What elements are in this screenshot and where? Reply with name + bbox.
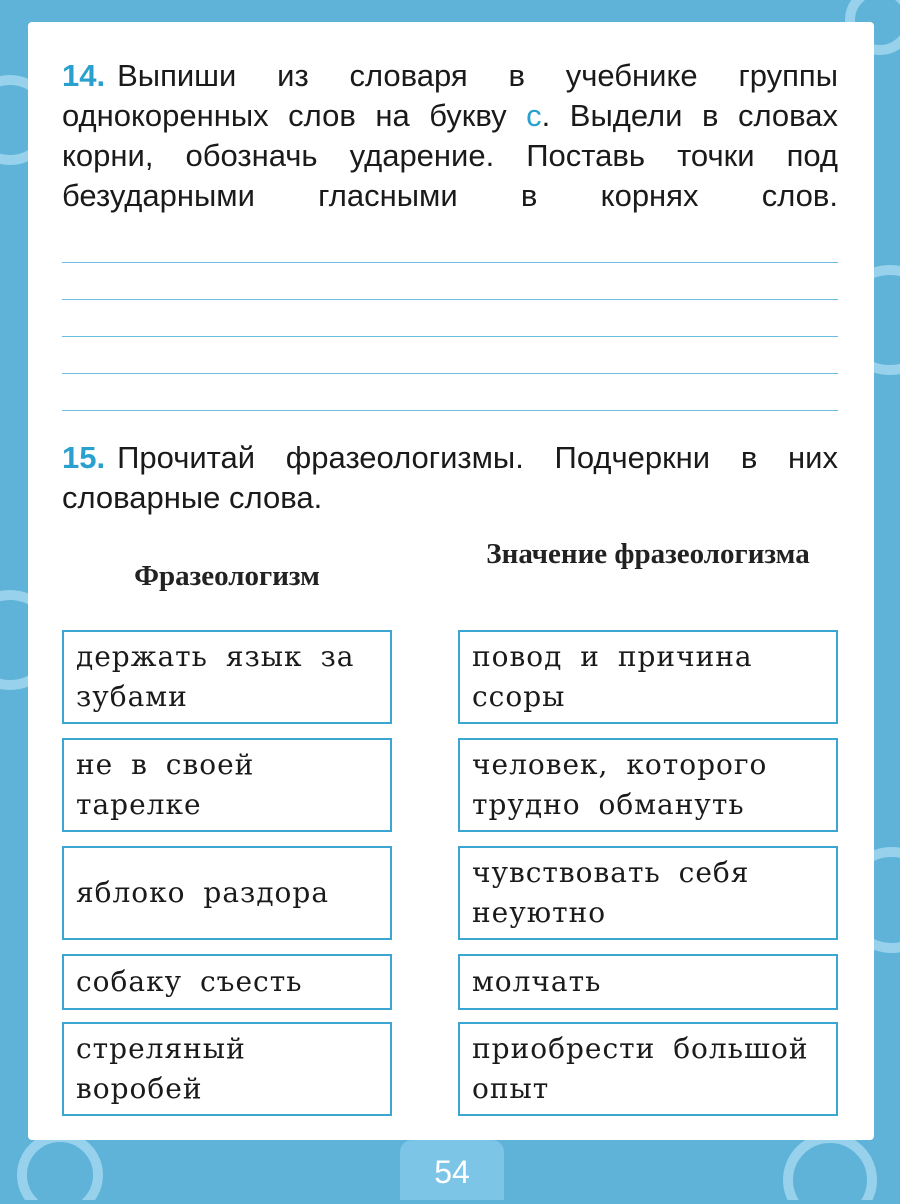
phrase-card: не в своей тарелке: [62, 738, 392, 832]
phrase-card: собаку съесть: [62, 954, 392, 1010]
phrase-card: стреляный воробей: [62, 1022, 392, 1116]
task-14: [62, 56, 838, 216]
phrase-card: яблоко раздора: [62, 846, 392, 940]
meaning-card: чувствовать себя неуютно: [458, 846, 838, 940]
writing-line: [62, 262, 838, 263]
writing-lines: [62, 262, 838, 411]
page-number: 54: [400, 1140, 504, 1200]
task-15-number: 15.: [62, 440, 106, 475]
task-14-text-a: Выпиши из словаря в учебнике группы однокоренных слов на букву: [62, 58, 838, 133]
meaning-card: молчать: [458, 954, 838, 1010]
meaning-card: человек, которого трудно обмануть: [458, 738, 838, 832]
task-14-number: 14.: [62, 58, 106, 93]
meaning-card: повод и причина ссоры: [458, 630, 838, 724]
task-14-letter: с: [526, 98, 542, 133]
task-15: [62, 438, 838, 518]
writing-line: [62, 410, 838, 411]
task-15-text: Прочитай фразеологизмы. Подчеркни в них словарные слова.: [62, 440, 838, 515]
phrase-card: держать язык за зубами: [62, 630, 392, 724]
meaning-card: приобрести большой опыт: [458, 1022, 838, 1116]
writing-line: [62, 299, 838, 300]
writing-line: [62, 336, 838, 337]
right-column-header: Значение фразеологизма: [486, 538, 810, 570]
left-column-header: Фразеологизм: [134, 560, 320, 592]
task-14-text-b: . Выдели в словах корни, обозначь ударение. Поставь точки под безударными гласными в корнях слов.: [62, 98, 839, 213]
workbook-page: [28, 22, 874, 1140]
writing-line: [62, 373, 838, 374]
